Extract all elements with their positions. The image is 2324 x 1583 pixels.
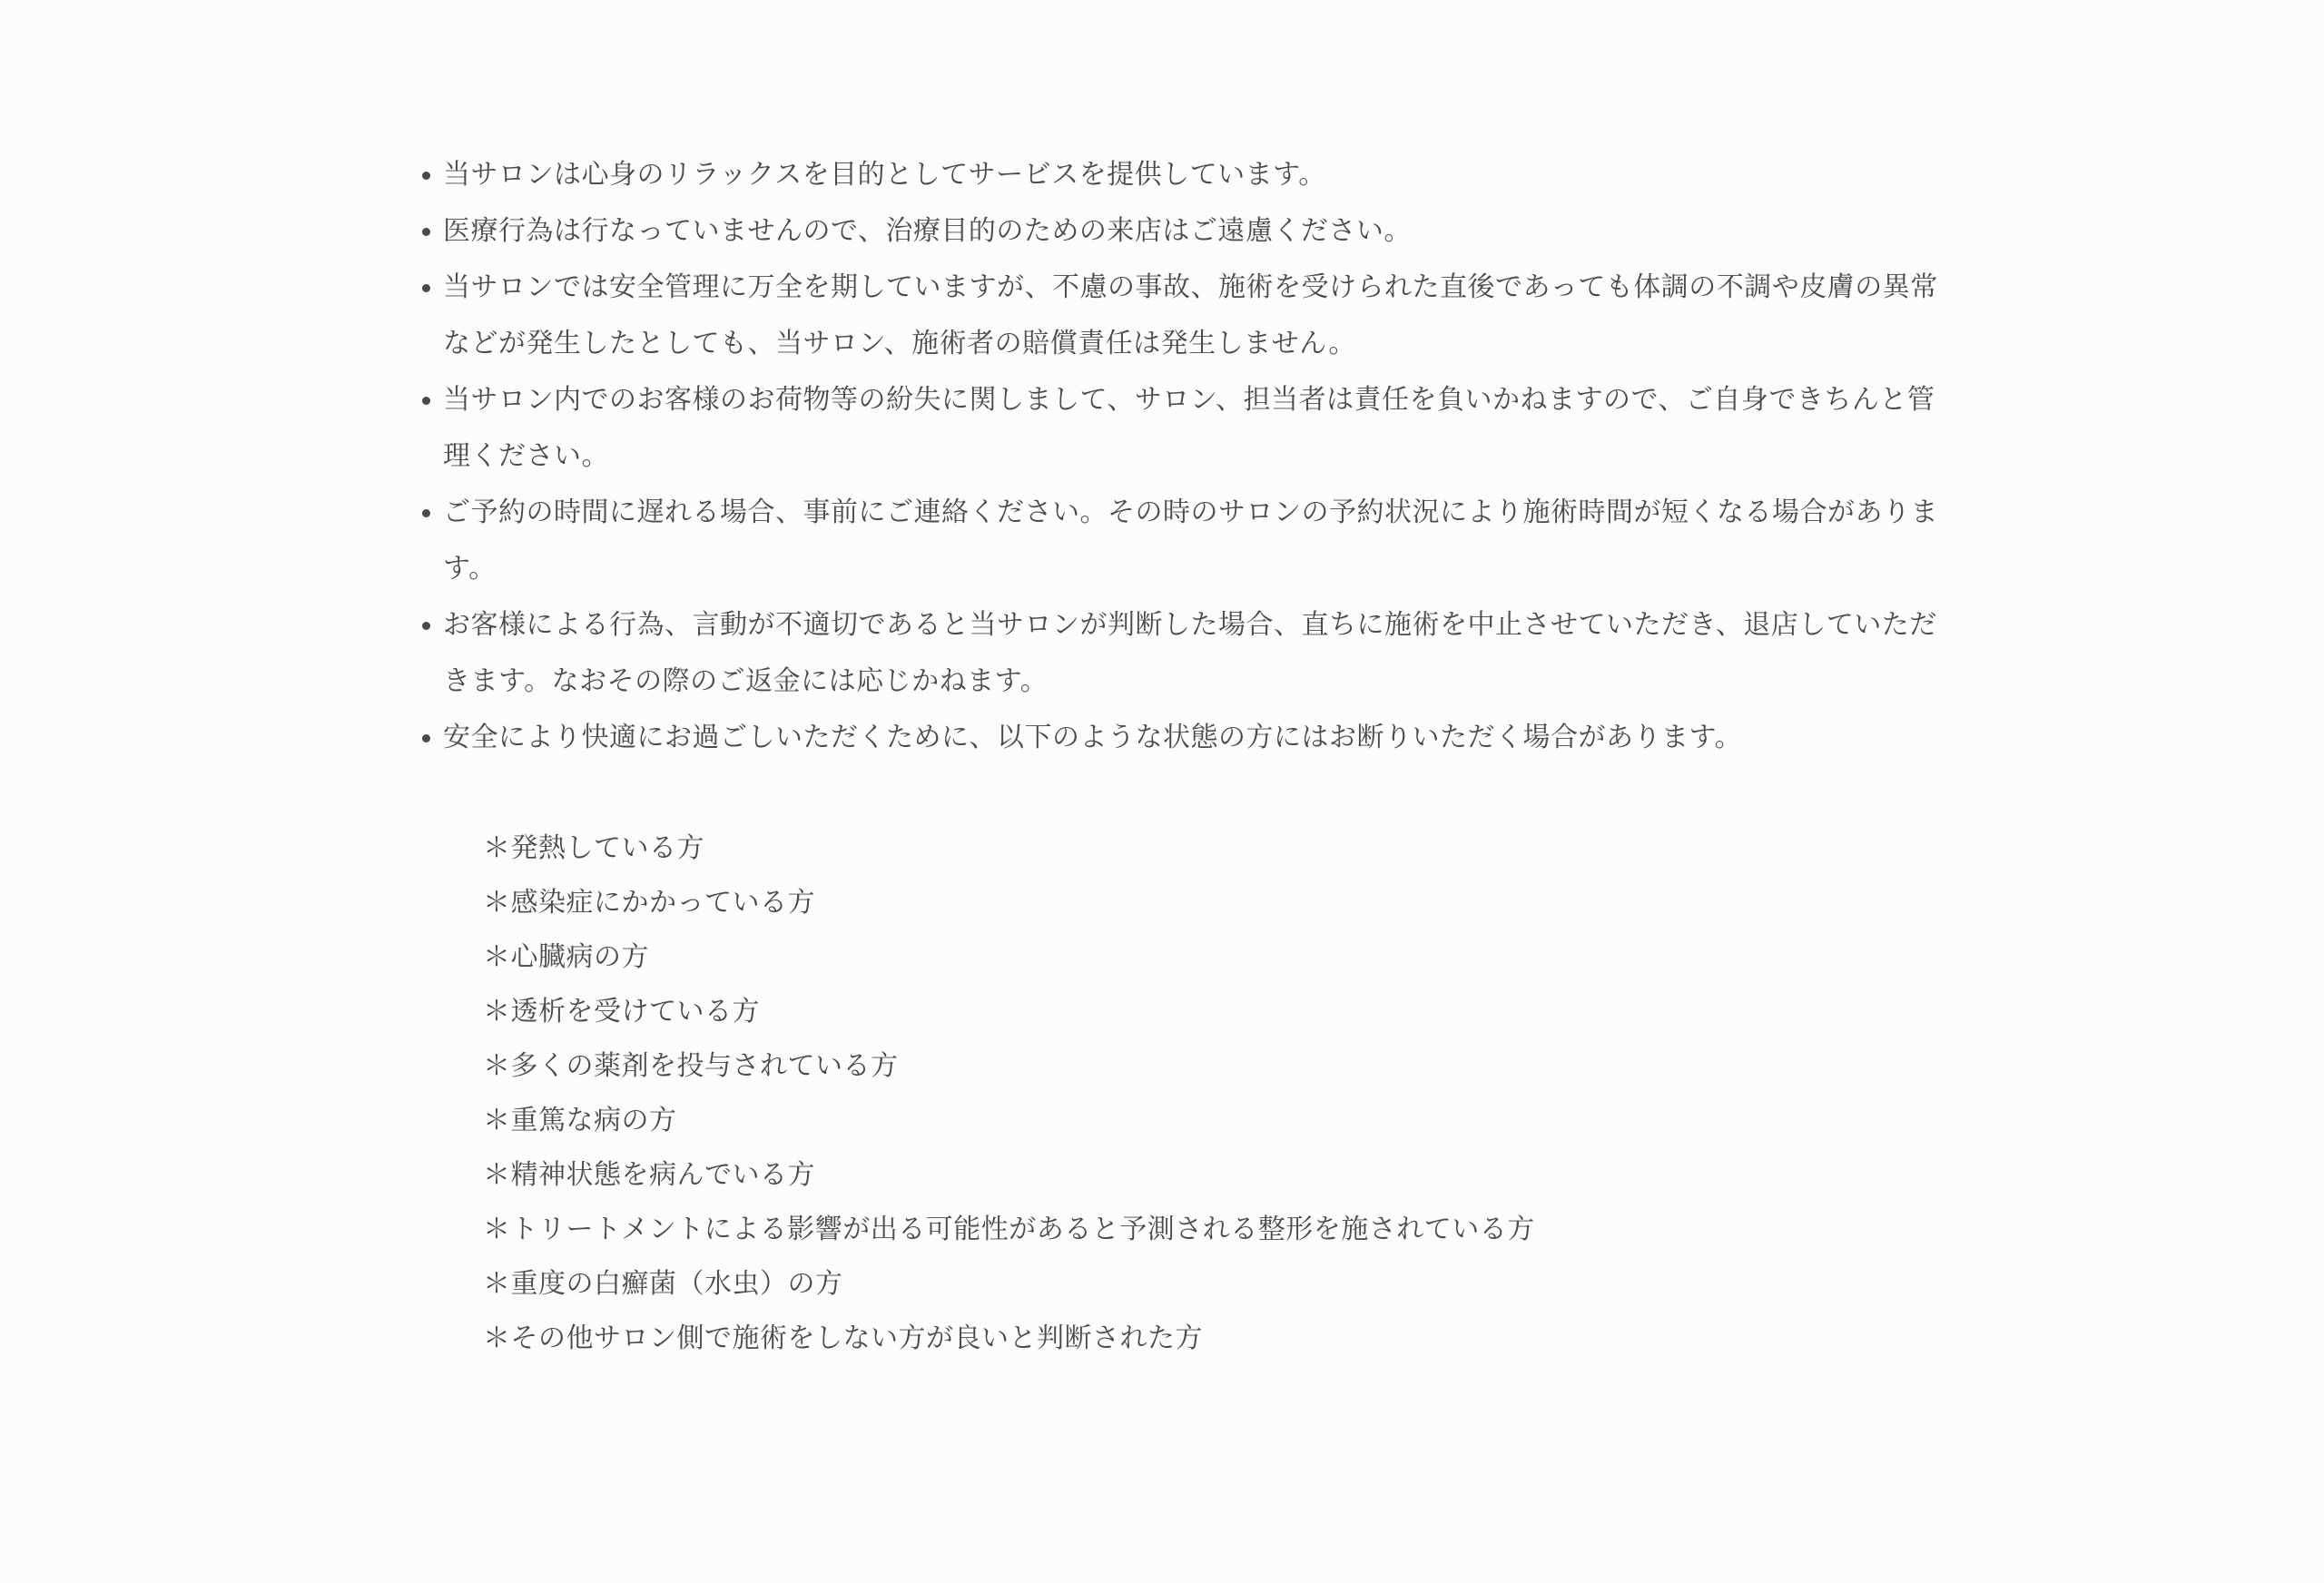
condition-item: ＊感染症にかかっている方 [483,887,815,919]
condition-item: ＊透析を受けている方 [483,996,760,1027]
notice-text: 医療行為は行なっていませんので、治療目的のための来店はご遠慮ください。 [443,215,1412,247]
notice-text: 当サロンでは安全管理に万全を期していますが、不慮の事故、施術を受けられた直後であっても体調の不調や皮膚の異常などが発生したとしても、当サロン、施術者の賠償責任は発生しません。 [443,271,1938,359]
bullet-icon [421,147,430,203]
notice-text: 当サロンは心身のリラックスを目的としてサービスを提供しています。 [443,159,1326,191]
condition-item: ＊その他サロン側で施術をしない方が良いと判断された方 [483,1322,1203,1354]
bullet-icon [421,372,430,428]
notice-list [0,147,2324,766]
condition-list [0,821,2324,1366]
notice-item [443,260,1943,372]
notice-item [443,372,1943,485]
condition-item: ＊トリートメントによる影響が出る可能性があると予測される整形を施されている方 [483,1214,1535,1245]
bullet-icon [421,597,430,654]
notice-text: 安全により快適にお過ごしいただくために、以下のような状態の方にはお断りいただく場合があります。 [443,722,1743,753]
notice-item [443,203,1943,260]
notice-item [443,147,1943,203]
notice-text: お客様による行為、言動が不適切であると当サロンが判断した場合、直ちに施術を中止させていただき、退店していただきます。なおその際のご返金には応じかねます。 [443,609,1937,697]
bullet-icon [421,710,430,766]
notice-text: ご予約の時間に遅れる場合、事前にご連絡ください。その時のサロンの予約状況により施術時間が短くなる場合があります。 [443,497,1938,585]
condition-item: ＊重篤な病の方 [483,1105,677,1136]
bullet-icon [421,203,430,260]
bullet-icon [421,485,430,541]
condition-item: ＊発熱している方 [483,832,704,864]
notice-item [443,710,1943,766]
condition-item: ＊精神状態を病んでいる方 [483,1159,815,1191]
condition-item: ＊心臓病の方 [483,941,649,973]
bullet-icon [421,260,430,316]
condition-item: ＊多くの薬剤を投与されている方 [483,1050,899,1082]
notice-item [443,597,1943,710]
condition-item: ＊重度の白癬菌（水虫）の方 [483,1268,843,1300]
notice-text: 当サロン内でのお客様のお荷物等の紛失に関しまして、サロン、担当者は責任を負いかねますので、ご自身できちんと管理ください。 [443,384,1935,472]
notice-item [443,485,1943,597]
